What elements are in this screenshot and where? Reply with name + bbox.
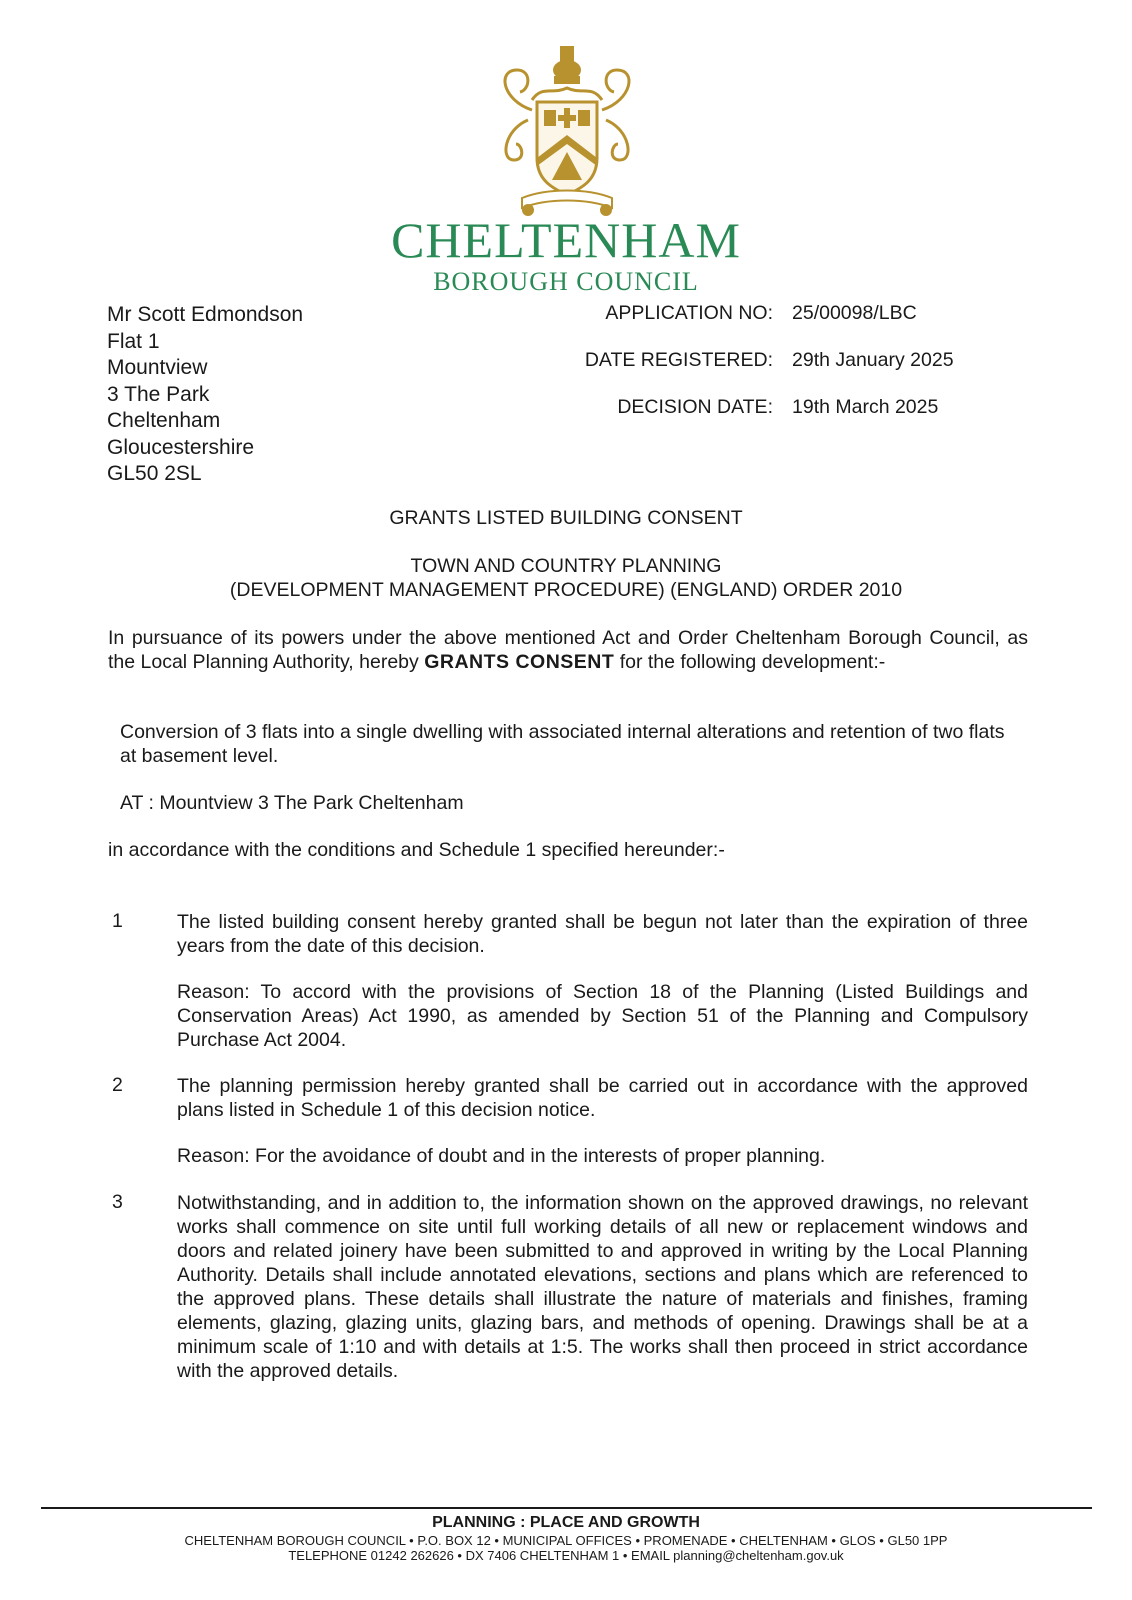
development-description: Conversion of 3 flats into a single dwelling with associated internal alterations and retention of two flats at basement level. <box>120 721 1005 767</box>
council-subtitle: BOROUGH COUNCIL <box>433 267 699 296</box>
recipient-address <box>107 302 303 488</box>
address-line: Mr Scott Edmondson <box>107 303 304 326</box>
condition-text: The listed building consent hereby granted shall be begun not later than the expiration of three years from the date of this decision. <box>177 911 1028 957</box>
intro-paragraph <box>108 626 1028 674</box>
act-title-line-2: (DEVELOPMENT MANAGEMENT PROCEDURE) (ENGLAND) ORDER 2010 <box>229 579 903 601</box>
date-registered-value: 29th January 2025 <box>792 349 954 371</box>
footer-contact: TELEPHONE 01242 262626 • DX 7406 CHELTENHAM 1 • EMAIL planning@cheltenham.gov.uk <box>288 1548 844 1563</box>
condition-reason: Reason: To accord with the provisions of Section 18 of the Planning (Listed Buildings and Conservation Areas) Act 1990, as amended by Section 51 of the Planning and Compulsory Purchase Act 2004. <box>177 981 1028 1051</box>
application-number-label: APPLICATION NO: <box>605 302 773 324</box>
condition-text: Notwithstanding, and in addition to, the information shown on the approved drawings, no relevant works shall commence on site until full working details of all new or replacement windows and doors and related joinery have been submitted to and approved in writing by the Local Planning Authority. Details shall include annotated elevations, sections and plans which are referenced to the approved plans. These details shall illustrate the nature of materials and finishes, framing elements, glazing, glazing units, glazing bars, and methods of opening. Drawings shall be at a minimum scale of 1:10 and with details at 1:5. The works shall then proceed in strict accordance with the approved details. <box>177 1192 1028 1382</box>
address-line: 3 The Park <box>107 382 210 406</box>
intro-text-end: for the following development:- <box>614 651 886 673</box>
council-crest-icon <box>492 40 642 220</box>
council-name: CHELTENHAM <box>391 212 741 268</box>
decision-date-label: DECISION DATE: <box>617 396 773 418</box>
decision-date-value: 19th March 2025 <box>792 396 939 418</box>
address-line: Flat 1 <box>107 329 160 353</box>
footer-address: CHELTENHAM BOROUGH COUNCIL • P.O. BOX 12 • MUNICIPAL OFFICES • PROMENADE • CHELTENHAM • GLOS • GL50 1PP <box>184 1533 948 1548</box>
decision-title: GRANTS LISTED BUILDING CONSENT <box>389 507 743 529</box>
application-number-value: 25/00098/LBC <box>792 302 917 324</box>
act-title-line-1: TOWN AND COUNTRY PLANNING <box>410 555 722 577</box>
footer-divider <box>41 1507 1092 1509</box>
condition-reason: Reason: For the avoidance of doubt and in the interests of proper planning. <box>177 1145 826 1167</box>
address-line: GL50 2SL <box>107 462 202 485</box>
date-registered-label: DATE REGISTERED: <box>584 349 773 371</box>
footer-heading: PLANNING : PLACE AND GROWTH <box>432 1514 700 1531</box>
address-line: Mountview <box>107 356 208 379</box>
condition-number: 1 <box>112 910 123 932</box>
condition-number: 3 <box>112 1191 123 1213</box>
site-location: AT : Mountview 3 The Park Cheltenham <box>120 792 464 814</box>
address-line: Gloucestershire <box>107 435 255 459</box>
intro-text: In pursuance of its powers under the above mentioned Act and Order Cheltenham Borough Council, as the Local Planning Authority, hereby <box>108 627 1028 673</box>
accordance-statement: in accordance with the conditions and Schedule 1 specified hereunder:- <box>108 839 725 861</box>
condition-number: 2 <box>112 1074 123 1096</box>
address-line: Cheltenham <box>107 409 221 432</box>
condition-text: The planning permission hereby granted shall be carried out in accordance with the approved plans listed in Schedule 1 of this decision notice. <box>177 1075 1028 1121</box>
grants-consent-emphasis: GRANTS CONSENT <box>424 651 615 673</box>
